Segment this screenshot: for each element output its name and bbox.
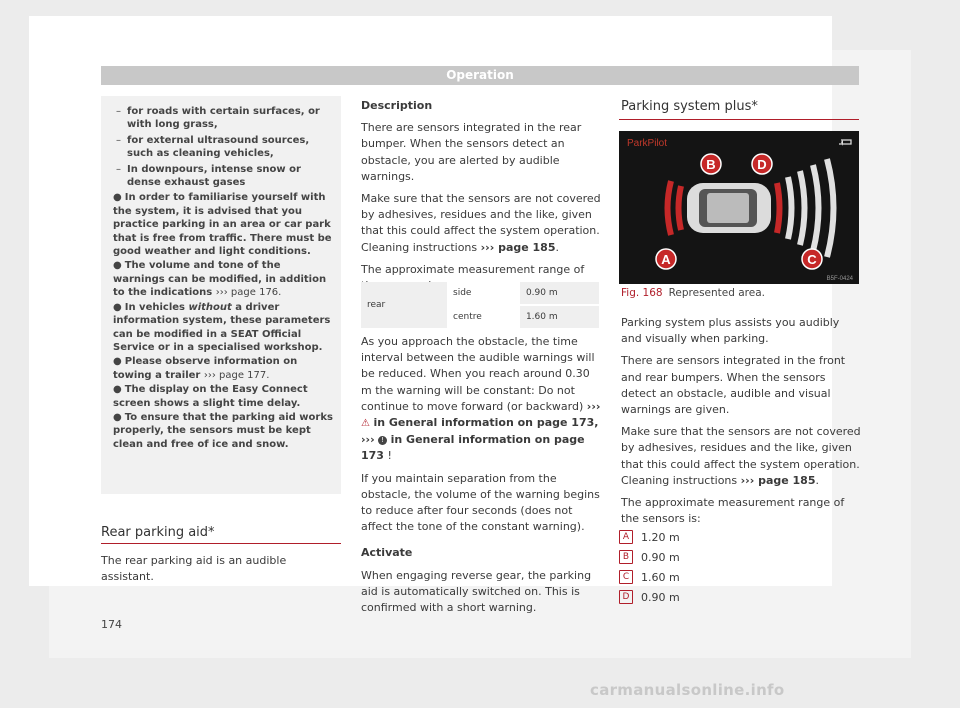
table-cell: 0.90 m [520, 282, 599, 305]
page-link[interactable]: ››› page 185 [740, 473, 816, 487]
bullet-icon: ● [113, 301, 122, 313]
description-paragraph: Make sure that the sensors are not covered by adhesives, residues and the like, given that this could affect the system operation. Cleaning instructions ››› page 185. [361, 192, 601, 254]
label-a-marker [656, 249, 676, 269]
note-bullet-item: ● The display on the Easy Connect screen shows a slight time delay. [113, 384, 308, 409]
bullet-icon: ● [113, 260, 122, 272]
table-cell: side [447, 282, 520, 305]
description-paragraph: As you approach the obstacle, the time interval between the audible warnings will be reduced. When you reach around 0.30 m the warning will be constant: Do not continue to move forward (or backward) ››› ⚠ in General information on page 173, ››› ! in General information on page 173 ! [361, 335, 601, 463]
page-number: 174 [101, 618, 122, 631]
description-paragraph: When engaging reverse gear, the parking aid is automatically switched on. This is confirmed with a short warning. [361, 568, 592, 615]
label-c-marker [802, 249, 822, 269]
svg-text:B: B [706, 157, 716, 172]
table-row [361, 282, 599, 305]
car-outline [687, 183, 771, 233]
description-paragraph: There are sensors integrated in the rear bumper. When the sensors detect an obstacle, you are alerted by audible warnings. [361, 121, 582, 183]
page-link[interactable]: in General information on page 173 [361, 433, 585, 463]
activate-heading: Activate [361, 546, 413, 560]
page-link[interactable]: ››› page 176. [215, 287, 282, 299]
figure-code: B5F-0424 [826, 276, 853, 282]
legend-key-b: B [619, 550, 633, 564]
page-link[interactable]: ››› page 177. [203, 369, 270, 381]
bullet-icon: ● [113, 356, 122, 368]
note-bullet-item: ● Please observe information on towing a trailer ››› page 177. [113, 356, 298, 381]
svg-text:D: D [757, 157, 767, 172]
parking-plus-title: Parking system plus* [621, 99, 758, 114]
range-legend [619, 527, 680, 607]
screen-title: ParkPilot [627, 138, 668, 149]
description-continued [361, 334, 601, 622]
legend-key-a: A [619, 530, 633, 544]
rear-parking-text: The rear parking aid is an audible assistant. [101, 554, 287, 584]
note-bullet-item: ● In order to familiarise yourself with the system, it is advised that you practice parking in an area or car park that is free from traffic. There must be good weather and light conditions. [113, 192, 332, 258]
plus-paragraph: Make sure that the sensors are not covered by adhesives, residues and the like, given that this could affect the system operation. Cleaning instructions ››› page 185. [621, 425, 861, 487]
description-paragraph: The approximate measurement range of [361, 262, 585, 276]
description-paragraph: If you maintain separation from the obstacle, the volume of the warning begins to reduce after four seconds (does not affect the tone of the constant warning). [361, 471, 600, 534]
svg-text:A: A [661, 252, 671, 267]
title-rule [101, 543, 341, 544]
page-link[interactable]: ››› page 185 [480, 240, 556, 254]
watermark: carmanualsonline.info [590, 681, 785, 699]
info-icon: ! [378, 436, 387, 445]
section-header: Operation [101, 66, 859, 85]
legend-row: A 1.20 m [619, 527, 680, 547]
legend-key-d: D [619, 590, 633, 604]
warning-icon: ⚠ [361, 418, 370, 430]
bullet-icon: ● [113, 384, 122, 396]
bullet-icon: ● [113, 411, 122, 423]
note-bullet-item: ● In vehicles without a driver information system, these parameters can be modified in a SEAT Official Service or in a specialised workshop. [113, 301, 331, 353]
table-cell: 1.60 m [520, 305, 599, 329]
title-rule [619, 119, 859, 120]
parking-plus-text [621, 315, 861, 533]
rear-parking-title: Rear parking aid* [101, 525, 215, 540]
table-cell: centre [447, 305, 520, 329]
description-heading: Description [361, 99, 433, 112]
legend-key-c: C [619, 570, 633, 584]
plus-paragraph: The approximate measurement range of the sensors is: [621, 496, 845, 526]
legend-row: B 0.90 m [619, 547, 680, 567]
bullet-icon: ● [113, 192, 122, 204]
label-b-marker [701, 154, 721, 174]
plus-paragraph: Parking system plus assists you audibly and visually when parking. [621, 316, 840, 346]
svg-text:C: C [807, 252, 817, 267]
description-block [361, 98, 601, 300]
parkpilot-figure [619, 131, 859, 284]
note-bullet-item: ● The volume and tone of the warnings can be modified, in addition to the indications ››› page 176. [113, 260, 327, 299]
legend-row: C 1.60 m [619, 567, 680, 587]
note-bullet-item: ● To ensure that the parking aid works properly, the sensors must be kept clean and free of ice and snow. [113, 411, 333, 450]
legend-row: D 0.90 m [619, 587, 680, 607]
plus-paragraph: There are sensors integrated in the front and rear bumpers. When the sensors detect an obstacle, audible and visual warnings are given. [621, 354, 846, 417]
parkpilot-diagram [619, 131, 859, 284]
note-dash-item: – In downpours, intense snow or dense exhaust gases [113, 163, 333, 190]
table-cell-label: rear [361, 282, 447, 329]
figure-caption: Fig. 168 Represented area. [621, 287, 765, 299]
label-d-marker [752, 154, 772, 174]
note-dash-item: – for roads with certain surfaces, or with long grass, [113, 105, 333, 132]
range-table [361, 282, 599, 330]
note-dash-item: – for external ultrasound sources, such as cleaning vehicles, [113, 134, 333, 161]
note-box [101, 96, 341, 494]
page-link[interactable]: in General information on page 173, [373, 416, 599, 430]
